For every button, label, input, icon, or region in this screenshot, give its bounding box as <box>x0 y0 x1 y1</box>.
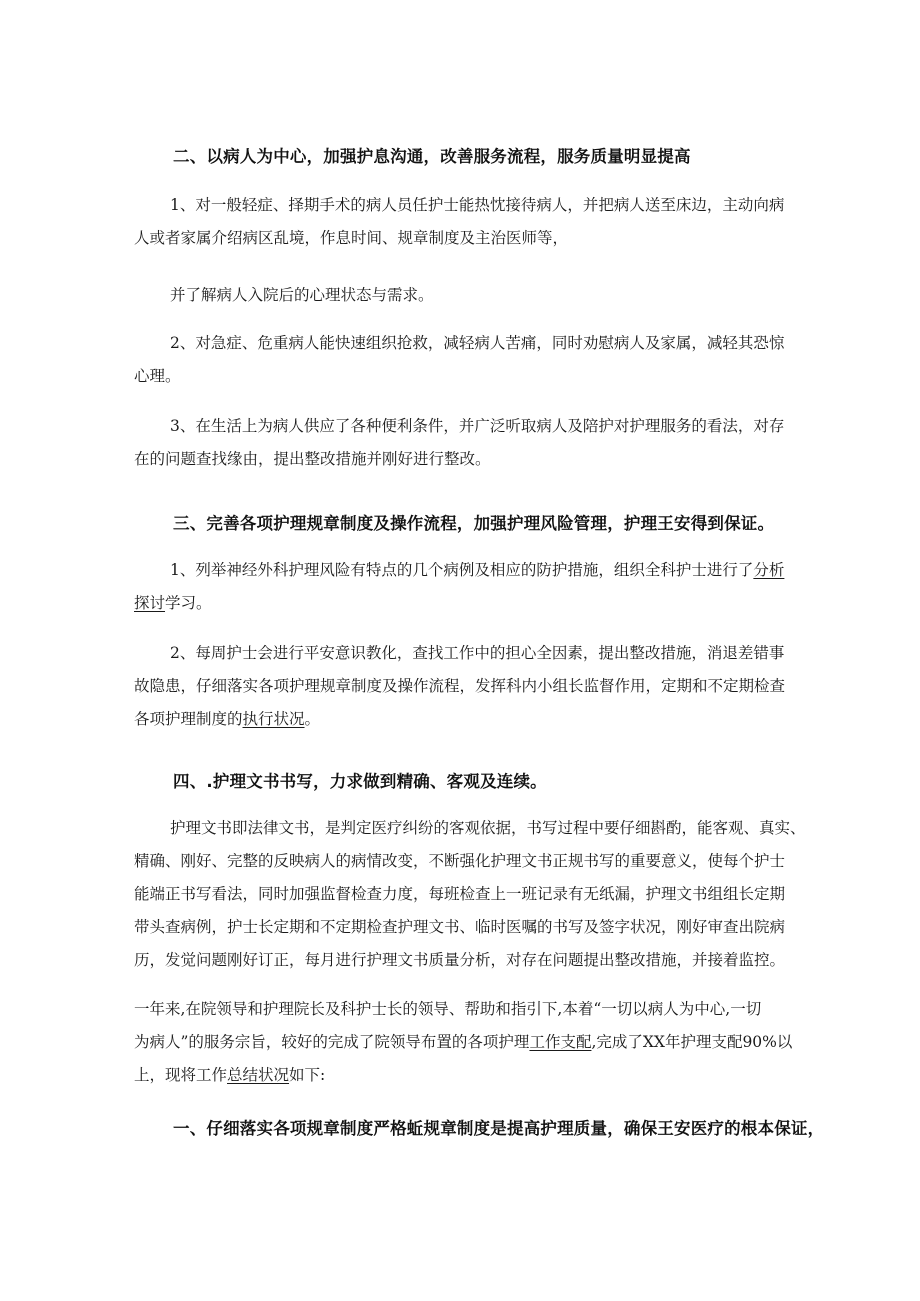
text-line: 2、对急症、危重病人能快速组织抢救，减轻病人苦痛，同时劝慰病人及家属，减轻其恐惊 <box>170 334 785 352</box>
section-2-item-3 <box>134 410 785 476</box>
text-line: 精确、刚好、完整的反映病人的病情改变，不断强化护理文书正规书写的重要意义，使每个护士 <box>134 852 786 870</box>
underlined-term: 总结状况 <box>227 1066 290 1084</box>
text-line: 1、对一般轻症、择期手术的病人员任护士能热忱接待病人，并把病人送至床边，主动向病 <box>170 196 785 214</box>
text-span: 。 <box>304 710 321 728</box>
section-1-heading: 一、仔细落实各项规章制度严格蚯规章制度是提高护理质量，确保王安医疗的根本保证， <box>173 1119 825 1138</box>
text-line <box>134 1026 792 1059</box>
text-span: 各项护理制度的 <box>134 710 243 728</box>
text-line: 带头查病例，护士长定期和不定期检查护理文书、临时医嘱的书写及签字状况，刚好审查出院病 <box>134 918 786 936</box>
underlined-term: 分析 <box>753 561 785 579</box>
text-line <box>134 1059 792 1092</box>
text-span: 如下: <box>289 1066 326 1084</box>
text-line: 护理文书即法律文书，是判定医疗纠纷的客观依据，书写过程中要仔细斟酌，能客观、真实、 <box>170 819 806 837</box>
text-line: 人或者家属介绍病区乱境，作息时间、规章制度及主治医师等， <box>134 229 569 247</box>
section-3-item-2 <box>134 637 786 736</box>
text-line <box>134 587 784 620</box>
section-3-item-1 <box>134 554 785 620</box>
text-line: 心理。 <box>134 367 181 385</box>
text-line: 一年来,在院领导和护理院长及科护士长的领导、帮助和指引下,本着“一切以病人为中心,一切 <box>134 1000 762 1018</box>
text-span: ,完成了XX年护理支配90%以 <box>591 1033 793 1051</box>
text-line: 能端正书写看法，同时加强监督检查力度，每班检查上一班记录有无纸漏，护理文书组组长定期 <box>134 885 786 903</box>
section-2-item-1 <box>134 189 785 255</box>
text-span: 为病人”的服务宗旨，较好的完成了院领导布置的各项护理 <box>134 1033 530 1051</box>
section-4-heading: 四、.护理文书书写，力求做到精确、客观及连续。 <box>173 772 547 791</box>
section-4-paragraph <box>134 812 806 977</box>
text-line: 历，发觉问题刚好订正，每月进行护理文书质量分析，对存在问题提出整改措施，并接着监控。 <box>134 951 786 969</box>
text-line: 3、在生活上为病人供应了各种便利条件，并广泛听取病人及陪护对护理服务的看法，对存 <box>170 417 785 435</box>
summary-paragraph <box>134 993 792 1092</box>
text-line: 在的问题查找缘由，提出整改措施并刚好进行整改。 <box>134 450 491 468</box>
text-line: 2、每周护士会进行平安意识教化，查找工作中的担心全因素，提出整改措施，消退差错事 <box>170 644 785 662</box>
text-span: 学习。 <box>165 594 212 612</box>
section-2-item-2 <box>134 327 785 393</box>
text-line <box>134 703 785 736</box>
underlined-term: 探讨 <box>134 594 166 612</box>
section-2-item-1-continued: 并了解病人入院后的心理状态与需求。 <box>170 286 434 304</box>
text-line: 故隐患，仔细落实各项护理规章制度及操作流程，发挥科内小组长监督作用，定期和不定期检查 <box>134 677 786 695</box>
text-line <box>170 554 784 587</box>
section-2-heading: 二、以病人为中心，加强护息沟通，改善服务流程，服务质量明显提高 <box>173 147 691 166</box>
text-span: 1、列举神经外科护理风险有特点的几个病例及相应的防护措施，组织全科护士进行了 <box>170 561 754 579</box>
underlined-term: 工作支配 <box>529 1033 592 1051</box>
text-span: 上，现将工作 <box>134 1066 228 1084</box>
underlined-term: 执行状况 <box>242 710 305 728</box>
section-3-heading: 三、完善各项护理规章制度及操作流程，加强护理风险管理，护理王安得到保证。 <box>173 514 775 533</box>
